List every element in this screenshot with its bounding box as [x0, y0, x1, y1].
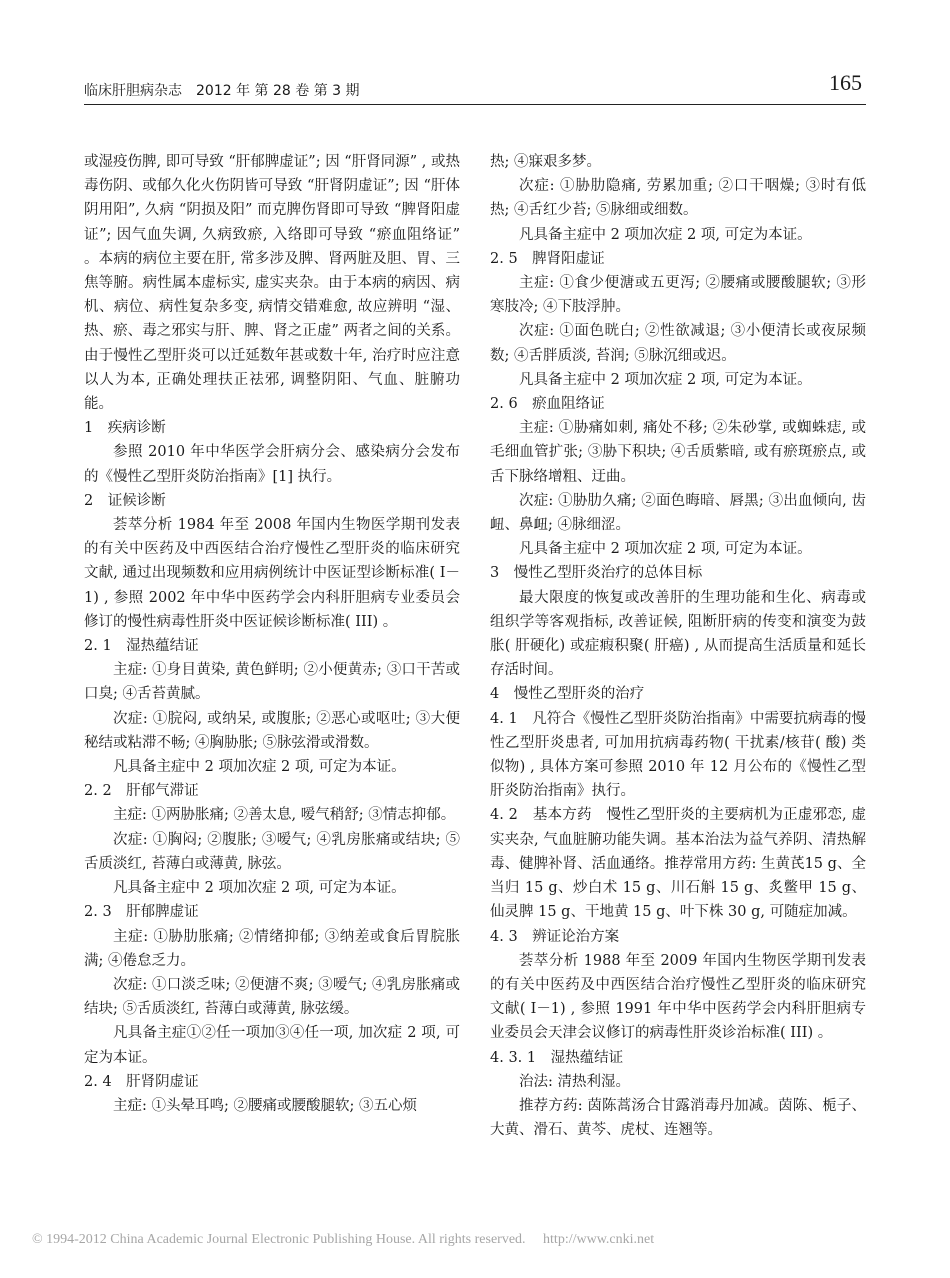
paragraph: 次症: ①口淡乏味; ②便溏不爽; ③嗳气; ④乳房胀痛或结块; ⑤舌质淡红, 苔薄白或薄黄, 脉弦缓。	[84, 976, 460, 1018]
paragraph: 凡具备主症中 2 项加次症 2 项, 可定为本证。	[519, 541, 812, 558]
section-heading: 2. 4 肝肾阴虚证	[84, 1073, 199, 1090]
left-column	[84, 150, 460, 1118]
paragraph: 最大限度的恢复或改善肝的生理功能和生化、病毒或组织学等客观指标, 改善证候, 阻断肝病的传变和演变为鼓胀( 肝硬化) 或症瘕积聚( 肝癌) , 从而提高生活质量和延长存活时间。	[490, 589, 866, 679]
section-heading: 4 慢性乙型肝炎的治疗	[490, 686, 645, 703]
paragraph: 次症: ①胸闷; ②腹胀; ③嗳气; ④乳房胀痛或结块; ⑤舌质淡红, 苔薄白或薄黄, 脉弦。	[84, 831, 460, 872]
paragraph: 主症: ①胁肋胀痛; ②情绪抑郁; ③纳差或食后胃脘胀满; ④倦怠乏力。	[84, 928, 460, 969]
paragraph: 4. 2 基本方药 慢性乙型肝炎的主要病机为正虚邪恋, 虚实夹杂, 气血脏腑功能失调。基本治法为益气养阴、清热解毒、健脾补肾、活血通络。推荐常用方药: 生黄芪15 g、全当归 15 g、炒白术 15 g、川石斛 15 g、炙鳖甲 15 g、仙灵脾 15 g、干地黄 15 g、叶下株 30 g, 可随症加减。	[490, 807, 866, 921]
copyright-footer: © 1994-2012 China Academic Journal Electronic Publishing House. All rights reserved. http://www.cnki.net	[32, 1232, 655, 1247]
paragraph: 次症: ①胁肋隐痛, 劳累加重; ②口干咽燥; ③时有低热; ④舌红少苔; ⑤脉细或细数。	[490, 178, 866, 219]
section-heading: 3 慢性乙型肝炎治疗的总体目标	[490, 565, 703, 582]
paragraph: 荟萃分析 1988 年至 2009 年国内生物医学期刊发表的有关中医药及中西医结合治疗慢性乙型肝炎的临床研究文献( I－1) , 参照 1991 年中华中医药学会内科肝胆病专业委员会天津会议修订的病毒性肝炎诊治标准( III) 。	[490, 952, 866, 1042]
journal-title: 临床肝胆病杂志 2012 年 第 28 卷 第 3 期	[84, 83, 360, 99]
section-heading: 2 证候诊断	[84, 492, 166, 509]
paragraph: 热; ④寐艰多梦。	[490, 154, 601, 170]
paragraph: 凡具备主症中 2 项加次症 2 项, 可定为本证。	[519, 226, 812, 243]
paragraph: 推荐方药: 茵陈蒿汤合甘露消毒丹加减。茵陈、栀子、大黄、滑石、黄芩、虎杖、连翘等。	[490, 1097, 866, 1139]
paragraph: 主症: ①两胁胀痛; ②善太息, 嗳气稍舒; ③情志抑郁。	[113, 807, 456, 824]
paragraph: 荟萃分析 1984 年至 2008 年国内生物医学期刊发表的有关中医药及中西医结合治疗慢性乙型肝炎的临床研究文献, 通过出现频数和应用病例统计中医证型诊断标准( I－1) , 参照 2002 年中华中医药学会内科肝胆病专业委员会修订的慢性病毒性肝炎中医证候诊断标准( III) 。	[84, 517, 460, 630]
section-heading: 2. 2 肝郁气滞证	[84, 783, 199, 800]
page-header	[84, 68, 866, 105]
paragraph: 次症: ①脘闷, 或纳呆, 或腹胀; ②恶心或呕吐; ③大便秘结或粘滞不畅; ④胸胁胀; ⑤脉弦滑或滑数。	[84, 710, 460, 751]
paragraph: 凡具备主症①②任一项加③④任一项, 加次症 2 项, 可定为本证。	[84, 1025, 460, 1066]
paragraph: 次症: ①面色晄白; ②性欲减退; ③小便清长或夜尿频数; ④舌胖质淡, 苔润; ⑤脉沉细或迟。	[490, 323, 866, 364]
paragraph: 参照 2010 年中华医学会肝病分会、感染病分会发布的《慢性乙型肝炎防治指南》[1] 执行。	[84, 444, 460, 485]
paragraph: 主症: ①身目黄染, 黄色鲜明; ②小便黄赤; ③口干苦或口臭; ④舌苔黄腻。	[84, 662, 460, 703]
paragraph: 凡具备主症中 2 项加次症 2 项, 可定为本证。	[113, 880, 406, 897]
section-heading: 2. 3 肝郁脾虚证	[84, 904, 199, 921]
section-heading: 1 疾病诊断	[84, 420, 166, 437]
paragraph: 凡具备主症中 2 项加次症 2 项, 可定为本证。	[519, 371, 812, 388]
paragraph: 凡具备主症中 2 项加次症 2 项, 可定为本证。	[113, 759, 406, 776]
paragraph: 治法: 清热利湿。	[519, 1073, 630, 1090]
paragraph: 主症: ①胁痛如刺, 痛处不移; ②朱砂掌, 或蜘蛛痣, 或毛细血管扩张; ③胁下积块; ④舌质紫暗, 或有瘀斑瘀点, 或舌下脉络增粗、迂曲。	[490, 420, 866, 485]
section-heading: 4. 3. 1 湿热蕴结证	[490, 1049, 624, 1066]
section-heading: 2. 1 湿热蕴结证	[84, 638, 199, 655]
paragraph: 主症: ①头晕耳鸣; ②腰痛或腰酸腿软; ③五心烦	[113, 1097, 417, 1114]
section-heading: 4. 3 辨证论治方案	[490, 928, 620, 945]
right-column	[490, 150, 866, 1142]
page-number: 165	[829, 70, 862, 95]
paragraph: 或湿疫伤脾, 即可导致 “肝郁脾虚证”; 因 “肝肾同源” , 或热毒伤阴、或郁久化火伤阴皆可导致 “肝肾阴虚证”; 因 “肝体阴用阳”, 久病 “阴损及阳” 而克脾伤肾即可导致 “脾肾阳虚证”; 因气血失调, 久病致瘀, 入络即可导致 “瘀血阻络证” 。本病的病位主要在肝, 常多涉及脾、肾两脏及胆、胃、三焦等腑。病性属本虚标实, 虚实夹杂。由于本病的病因、病机、病位、病性复杂多变, 病情交错难愈, 故应辨明 “湿、热、瘀、毒之邪实与肝、脾、肾之正虚” 两者之间的关系。由于慢性乙型肝炎可以迁延数年甚或数十年, 治疗时应注意以人为本, 正确处理扶正祛邪, 调整阴阳、气血、脏腑功能。	[84, 154, 460, 413]
section-heading: 2. 5 脾肾阳虚证	[490, 250, 605, 267]
section-heading: 2. 6 瘀血阻络证	[490, 396, 605, 413]
paragraph: 主症: ①食少便溏或五更泻; ②腰痛或腰酸腿软; ③形寒肢冷; ④下肢浮肿。	[490, 275, 866, 316]
paragraph: 4. 1 凡符合《慢性乙型肝炎防治指南》中需要抗病毒的慢性乙型肝炎患者, 可加用抗病毒药物( 干扰素/核苷( 酸) 类似物) , 具体方案可参照 2010 年 12 月公布的《慢性乙型肝炎防治指南》执行。	[490, 710, 866, 800]
paragraph: 次症: ①胁肋久痛; ②面色晦暗、唇黑; ③出血倾向, 齿衄、鼻衄; ④脉细涩。	[490, 492, 866, 534]
